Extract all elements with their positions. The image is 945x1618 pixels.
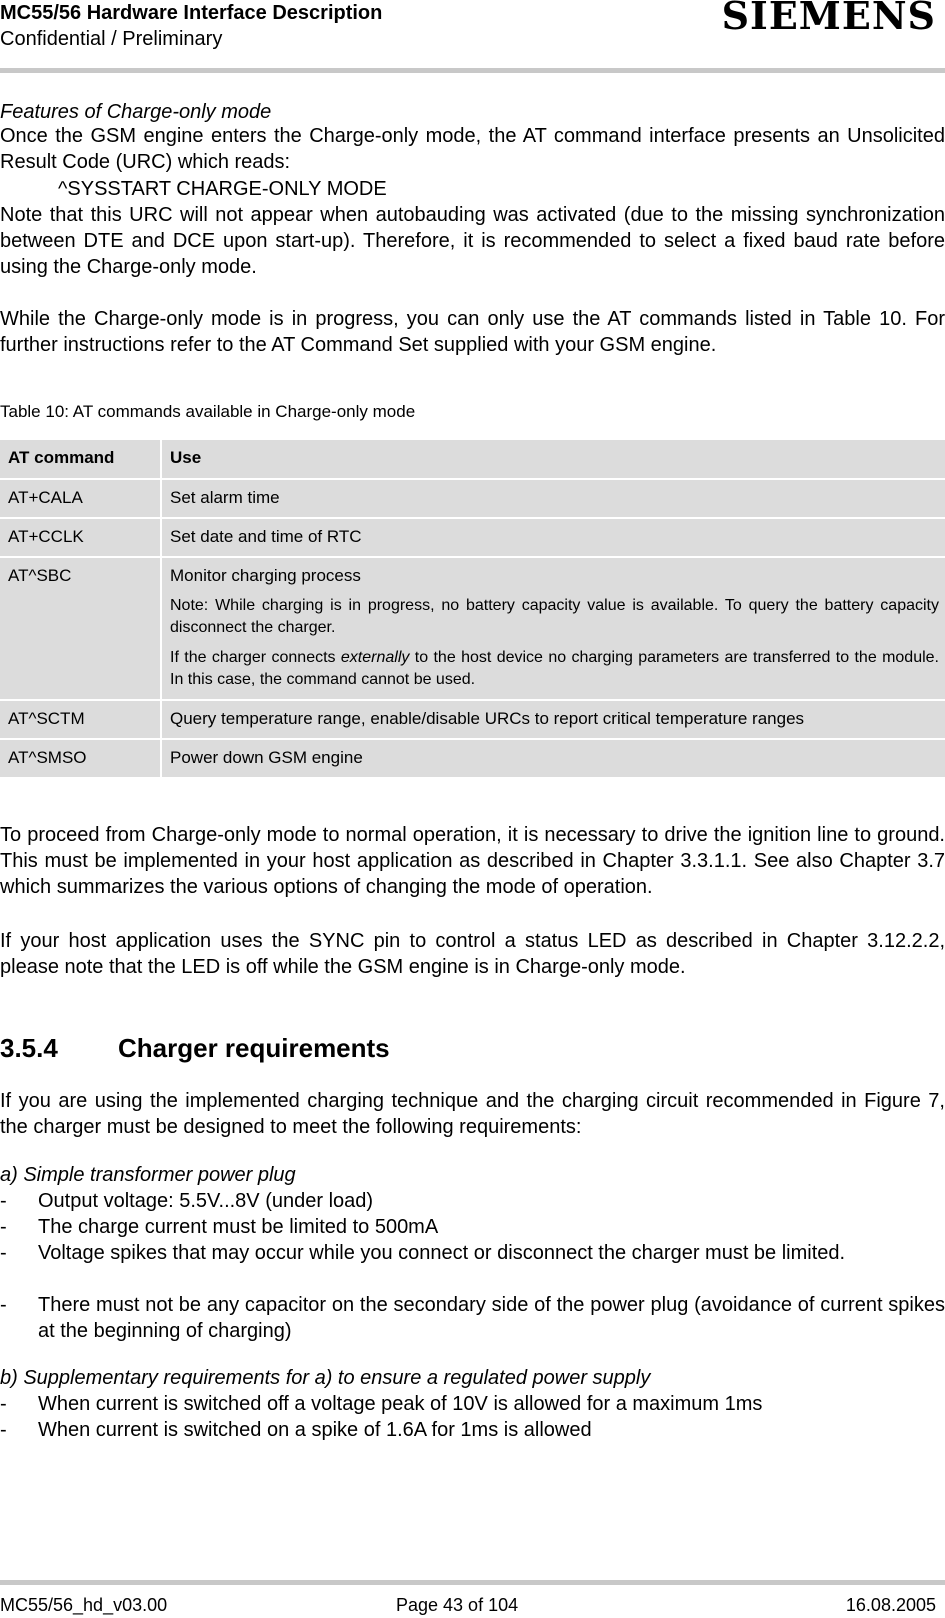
section-heading-charger (0, 1032, 390, 1064)
list-dash: - (0, 1419, 7, 1441)
cell-use-text: Monitor charging process (170, 566, 361, 585)
list-dash: - (0, 1190, 7, 1212)
paragraph-normal-operation: To proceed from Charge-only mode to normal operation, it is necessary to drive the ignition line to ground. This must be implemented in your host application as described in Chapter 3.3.1.1. See also Chapter 3.7 which summarizes the various options of changing the mode of operation. (0, 824, 945, 898)
list-dash: - (0, 1242, 7, 1264)
cell-note-external (170, 647, 939, 691)
paragraph-at-commands: While the Charge-only mode is in progress, you can only use the AT commands listed in Table 10. For further instructions refer to the AT Command Set supplied with your GSM engine. (0, 308, 945, 356)
table-cell-command: AT^SCTM (0, 701, 162, 738)
table-cell-command: AT+CALA (0, 480, 162, 517)
table-row (0, 701, 945, 738)
table-cell-command: AT^SBC (0, 558, 162, 699)
paragraph-urc-note: Note that this URC will not appear when autobauding was activated (due to the missing synchronization between DTE and DCE upon start-up). Therefore, it is recommended to select a fixed baud rate before using the Charge-only mode. (0, 204, 945, 278)
table-row (0, 558, 945, 699)
document-subtitle: Confidential / Preliminary (0, 28, 223, 50)
document-title: MC55/56 Hardware Interface Description (0, 2, 383, 24)
paragraph-urc-intro: Once the GSM engine enters the Charge-only mode, the AT command interface presents an Unsolicited Result Code (URC) which reads: (0, 125, 945, 173)
list-dash: - (0, 1216, 7, 1238)
section-title: Charger requirements (118, 1033, 390, 1063)
table-cell-use: Set date and time of RTC (162, 519, 945, 556)
table-header-cell: AT command (0, 440, 162, 478)
table-cell-command: AT+CCLK (0, 519, 162, 556)
brand-logo: SIEMENS (721, 0, 936, 38)
table-cell-use (162, 558, 945, 699)
footer-divider (0, 1580, 945, 1585)
paragraph-charger-intro: If you are using the implemented charging technique and the charging circuit recommended in Figure 7, the charger must be designed to meet the following requirements: (0, 1090, 945, 1138)
section-number: 3.5.4 (0, 1033, 58, 1063)
footer-doc-id: MC55/56_hd_v03.00 (0, 1595, 168, 1615)
subheading-a: a) Simple transformer power plug (0, 1164, 296, 1186)
list-item: - Voltage spikes that may occur while you connect or disconnect the charger must be limited. (0, 1242, 846, 1264)
at-commands-table (0, 438, 945, 779)
list-item: - The charge current must be limited to 500mA (0, 1216, 439, 1238)
paragraph-sync-led: If your host application uses the SYNC pin to control a status LED as described in Chapter 3.12.2.2, please note that the LED is off while the GSM engine is in Charge-only mode. (0, 930, 945, 978)
urc-code: ^SYSSTART CHARGE-ONLY MODE (58, 178, 387, 200)
footer-date: 16.08.2005 (845, 1595, 936, 1615)
table-cell-use: Power down GSM engine (162, 740, 945, 777)
footer-page-number: Page 43 of 104 (396, 1595, 519, 1615)
note-text: If the charger connects (170, 649, 341, 666)
cell-note: Note: While charging is in progress, no battery capacity value is available. To query the battery capacity disconnect the charger. (170, 597, 939, 636)
table-row (0, 740, 945, 777)
note-emphasis: externally (340, 649, 410, 666)
subheading-b: b) Supplementary requirements for a) to ensure a regulated power supply (0, 1367, 651, 1389)
header-divider (0, 68, 945, 73)
table-cell-use: Query temperature range, enable/disable URCs to report critical temperature ranges (162, 701, 945, 738)
table-header-cell: Use (162, 440, 945, 478)
section-heading: Features of Charge-only mode (0, 101, 272, 123)
list-item: - When current is switched off a voltage peak of 10V is allowed for a maximum 1ms (0, 1393, 763, 1415)
list-item: - Output voltage: 5.5V...8V (under load) (0, 1190, 374, 1212)
table-row (0, 480, 945, 517)
list-item: - There must not be any capacitor on the secondary side of the power plug (avoidance of current spikes at the beginning of charging) (0, 1294, 945, 1342)
list-dash: - (0, 1294, 7, 1316)
table-caption: Table 10: AT commands available in Charge-only mode (0, 402, 416, 421)
table-cell-use: Set alarm time (162, 480, 945, 517)
table-cell-command: AT^SMSO (0, 740, 162, 777)
list-item: - When current is switched on a spike of 1.6A for 1ms is allowed (0, 1419, 592, 1441)
table-header-row (0, 440, 945, 478)
list-dash: - (0, 1393, 7, 1415)
note-text: to the host device no charging parameters are transferred to the module. In this case, the command cannot be used. (170, 649, 940, 688)
table-row (0, 519, 945, 556)
